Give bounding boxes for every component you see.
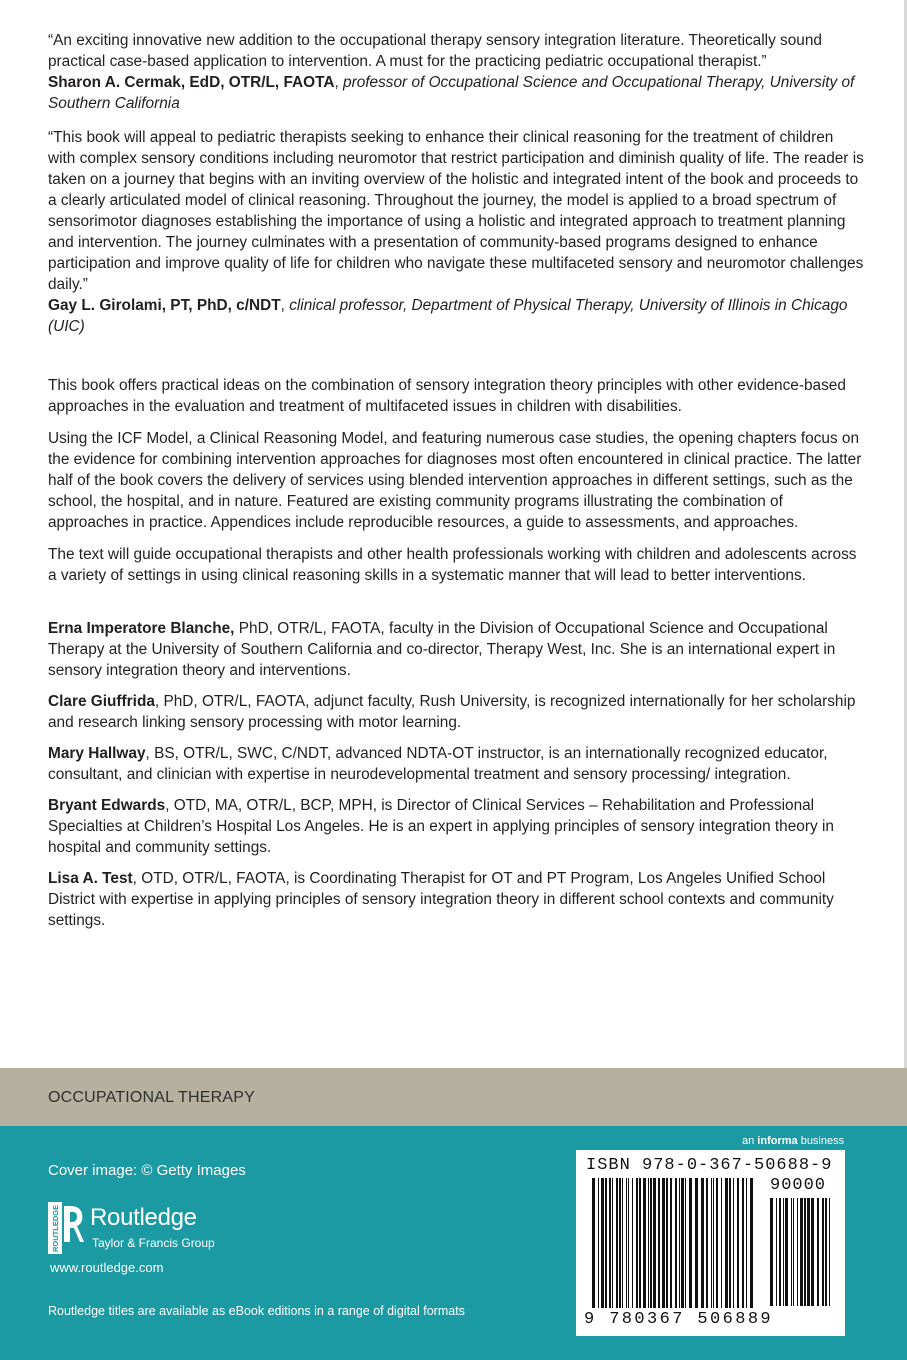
endorsement-2	[48, 127, 864, 337]
author-bios	[48, 618, 864, 931]
barcode-bar	[713, 1178, 714, 1308]
barcode-bar	[648, 1178, 649, 1308]
publisher-website: www.routledge.com	[50, 1260, 164, 1275]
endorsement-1-attribution: Sharon A. Cermak, EdD, OTR/L, FAOTA, professor of Occupational Science and Occupational Therapy, University of Southern California	[48, 74, 855, 112]
author-bio-text: , OTD, MA, OTR/L, BCP, MPH, is Director of Clinical Services – Rehabilitation and Professional Specialties at Children’s Hospital Los Angeles. He is an expert in applying principles of sensory integration theory in hospital and community settings.	[48, 797, 834, 856]
author-name: Clare Giuffrida	[48, 693, 155, 710]
barcode-bar	[783, 1198, 784, 1306]
barcode-bar	[670, 1178, 672, 1308]
author-bio-text: , OTD, OTR/L, FAOTA, is Coordinating Therapist for OT and PT Program, Los Angeles Unified School District with expertise in applying principles of sensory integration theory in different school contexts and community settings.	[48, 870, 834, 929]
endorser-1-name: Sharon A. Cermak, EdD, OTR/L, FAOTA	[48, 74, 335, 91]
barcode-bar	[689, 1178, 692, 1308]
author-name: Lisa A. Test	[48, 870, 133, 887]
barcode-bar	[592, 1178, 595, 1308]
author-bio	[48, 691, 864, 733]
barcode-bar	[609, 1178, 611, 1308]
author-bio	[48, 868, 864, 931]
endorser-1-role: professor of Occupational Science and Occupational Therapy, University of Southern California	[48, 74, 855, 112]
barcode-bar	[804, 1198, 806, 1306]
barcode-bar	[737, 1178, 739, 1308]
barcode-bar	[750, 1178, 753, 1308]
barcode-bar	[770, 1198, 773, 1306]
barcode-bar	[716, 1178, 718, 1308]
barcode-number: 9 780367 506889	[584, 1310, 774, 1329]
barcode-addon-bars	[770, 1198, 834, 1306]
author-bio	[48, 618, 864, 681]
barcode-bar	[598, 1178, 599, 1308]
barcode-bar	[793, 1198, 794, 1306]
category-band	[0, 1068, 907, 1126]
barcode-bar	[776, 1198, 777, 1306]
endorsement-1-text: “An exciting innovative new addition to the occupational therapy sensory integration literature. Theoretically sound practical case-based application to intervention. A must for the practicing pediatric occupational therapist.”	[48, 32, 822, 70]
barcode-bar	[650, 1178, 652, 1308]
routledge-logo	[48, 1202, 248, 1258]
barcode-bar	[643, 1178, 646, 1308]
barcode-bar	[622, 1178, 623, 1308]
publisher-group: Taylor & Francis Group	[92, 1236, 215, 1250]
ebook-note: Routledge titles are available as eBook editions in a range of digital formats	[48, 1304, 465, 1318]
barcode-bar	[675, 1178, 677, 1308]
author-bio-text: , BS, OTR/L, SWC, C/NDT, advanced NDTA-OT instructor, is an internationally recognized educator, consultant, and clinician with expertise in neurodevelopmental treatment and sensory processing/ integration.	[48, 745, 828, 783]
barcode-bar	[639, 1178, 641, 1308]
subject-category: OCCUPATIONAL THERAPY	[48, 1089, 255, 1106]
barcode-bar	[658, 1178, 660, 1308]
barcode-bar	[628, 1178, 629, 1308]
barcode-bar	[742, 1178, 744, 1308]
barcode-bar	[711, 1178, 712, 1308]
barcode-bar	[829, 1198, 830, 1306]
barcode-bar	[733, 1178, 734, 1308]
barcode-bar	[601, 1178, 604, 1308]
author-name: Bryant Edwards	[48, 797, 166, 814]
barcode-bar	[632, 1178, 633, 1308]
back-cover-text	[48, 30, 864, 941]
barcode-bar	[666, 1178, 668, 1308]
author-bio-text: , PhD, OTR/L, FAOTA, adjunct faculty, Rush University, is recognized internationally for her scholarship and research linking sensory processing with motor learning.	[48, 693, 856, 731]
endorsement-2-text: “This book will appeal to pediatric therapists seeking to enhance their clinical reasoning for the treatment of children with complex sensory conditions including neuromotor that restrict participation and diminish quality of life. The reader is taken on a journey that begins with an inviting overview of the holistic and integrated intent of the book and proceeds to a clearly articulated model of clinical reasoning. Throughout the journey, the model is applied to a broad spectrum of sensorimotor diagnoses establishing the importance of using a holistic and integrated approach to treatment planning and intervention. The journey culminates with a presentation of community-based programs designed to enhance participation and improve quality of life for children who navigate these multifaceted sensory and neuromotor challenges daily.”	[48, 129, 864, 293]
author-name: Erna Imperatore Blanche,	[48, 620, 235, 637]
cover-image-credit: Cover image: © Getty Images	[48, 1162, 246, 1179]
endorsement-2-attribution: Gay L. Girolami, PT, PhD, c/NDT, clinical professor, Department of Physical Therapy, University of Illinois in Chicago (UIC)	[48, 297, 848, 335]
description-paragraph: The text will guide occupational therapists and other health professionals working with children and adolescents across a variety of settings in using clinical reasoning skills in a systematic manner that will lead to better interventions.	[48, 546, 857, 584]
barcode-bar	[822, 1198, 824, 1306]
price-code: 90000	[770, 1176, 827, 1195]
informa-prefix: an	[742, 1135, 758, 1147]
endorsement-1	[48, 30, 864, 114]
barcode-bar	[807, 1198, 810, 1306]
barcode-bar	[653, 1178, 656, 1308]
barcode-bar	[791, 1198, 792, 1306]
barcode-bar	[811, 1198, 814, 1306]
barcode-bar	[706, 1178, 708, 1308]
routledge-logo-icon	[48, 1202, 84, 1254]
barcode-bar	[817, 1198, 819, 1306]
isbn-label: ISBN 978-0-367-50688-9	[586, 1156, 833, 1175]
barcode-bar	[785, 1198, 788, 1306]
barcode-bar	[636, 1178, 638, 1308]
barcode-bar	[729, 1178, 731, 1308]
author-bio	[48, 743, 864, 785]
publisher-footer	[0, 1126, 907, 1360]
endorser-2-role: clinical professor, Department of Physical Therapy, University of Illinois in Chicago (UIC)	[48, 297, 848, 335]
barcode-bar	[746, 1178, 747, 1308]
barcode-bar	[685, 1178, 686, 1308]
barcode-bar	[797, 1198, 798, 1306]
barcode-bar	[681, 1178, 684, 1308]
barcode-bar	[626, 1178, 627, 1308]
author-bio-text: PhD, OTR/L, FAOTA, faculty in the Division of Occupational Science and Occupational Therapy at the University of Southern California and co-director, Therapy West, Inc. She is an international expert in sensory integration theory and interventions.	[48, 620, 836, 679]
barcode-bars	[592, 1178, 754, 1308]
barcode-bar	[800, 1198, 803, 1306]
informa-business-label	[742, 1135, 844, 1147]
barcode-bar	[721, 1178, 722, 1308]
book-description	[48, 375, 864, 586]
author-name: Mary Hallway	[48, 745, 146, 762]
barcode-bar	[616, 1178, 618, 1308]
isbn-barcode	[576, 1150, 845, 1336]
barcode-bar	[825, 1198, 827, 1306]
author-bio	[48, 795, 864, 858]
endorser-2-name: Gay L. Girolami, PT, PhD, c/NDT	[48, 297, 281, 314]
description-paragraph: This book offers practical ideas on the combination of sensory integration theory principles with other evidence-based approaches in the evaluation and treatment of multifaceted issues in children with disabilities.	[48, 377, 846, 415]
description-paragraph: Using the ICF Model, a Clinical Reasoning Model, and featuring numerous case studies, the opening chapters focus on the evidence for combining intervention approaches for diagnoses most often encountered in clinical practice. The latter half of the book covers the delivery of services using blended intervention approaches in different settings, such as the school, the hospital, and in nature. Featured are existing community programs illustrating the combination of approaches in practice. Appendices include reproducible resources, a guide to assessments, and approaches.	[48, 430, 862, 531]
barcode-bar	[779, 1198, 781, 1306]
barcode-bar	[695, 1178, 698, 1308]
barcode-bar	[612, 1178, 613, 1308]
barcode-bar	[662, 1178, 665, 1308]
barcode-bar	[679, 1178, 680, 1308]
barcode-bar	[725, 1178, 728, 1308]
barcode-bar	[619, 1178, 621, 1308]
publisher-name: Routledge	[90, 1204, 197, 1231]
informa-suffix: business	[797, 1135, 845, 1147]
barcode-bar	[701, 1178, 704, 1308]
logo-vertical-text: ROUTLEDGE	[51, 1204, 60, 1252]
informa-brand: informa	[757, 1135, 798, 1147]
barcode-bar	[605, 1178, 607, 1308]
